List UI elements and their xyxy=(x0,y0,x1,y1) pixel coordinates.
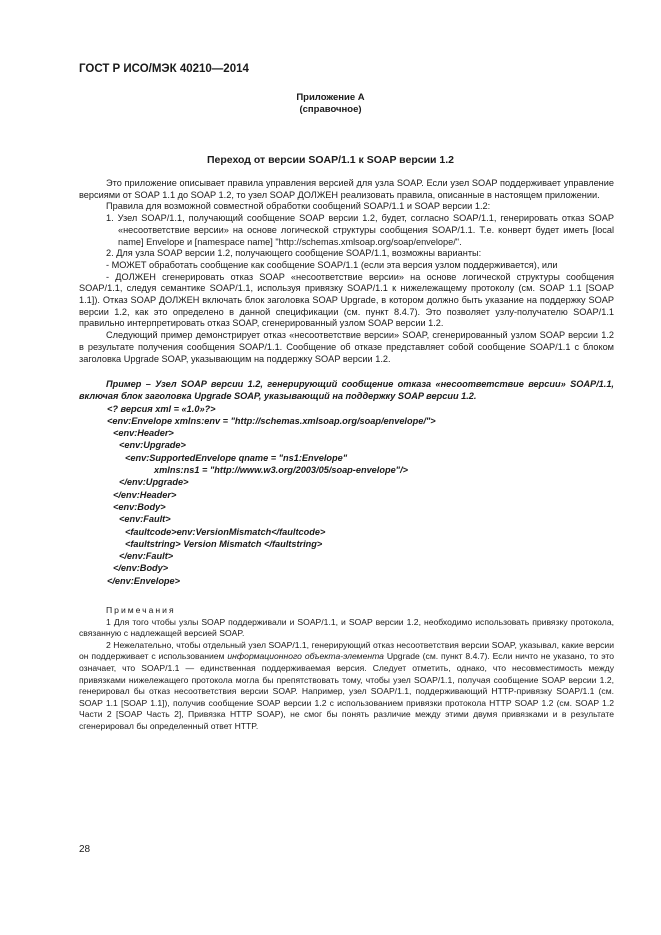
code-line: <env:Header> xyxy=(113,428,174,438)
note-text: Upgrade (см. пункт 8.4.7). Если ничто не указано, то это означает, что SOAP/1.1 — единственная поддерживаемая версия. Следует отметить, однако, что несовместимость между привязками нижележащего протокола могла бы препятствовать тому, чтобы узел SOAP/1.1, получая сообщение SOAP версии 1.2, генерировал бы отказ несоответствия версии SOAP. Например, узел SOAP/1.1, поддерживающий HTTP-привязку SOAP/1.1 (см. SOAP 1.1 [SOAP 1.1]), получив сообщение SOAP версии 1.2 с использованием привязки протокола HTTP SOAP 1.2 (см. SOAP 1.2 Части 2 [SOAP Часть 2], Привязка HTTP SOAP), не смог бы понять различие между этими двумя привязками и в результате сгенерировал бы определенный ответ HTTP. xyxy=(79,651,615,731)
notes-heading: Примечания xyxy=(106,605,176,615)
note-item: 1 Для того чтобы узлы SOAP поддерживали и SOAP/1.1, и SOAP версии 1.2, необходимо использовать привязку протокола, связанную с надлежащей версией SOAP. xyxy=(79,616,614,639)
code-line: </env:Body> xyxy=(113,563,169,573)
paragraph: Правила для возможной совместной обработки сообщений SOAP/1.1 и SOAP версии 1.2: xyxy=(106,201,491,212)
appendix-subtitle: (справочное) xyxy=(299,104,362,115)
list-item: - ДОЛЖЕН сгенерировать отказ SOAP «несоответствие версии» на основе логической структуры сообщения SOAP/1.1, следуя семантике SOAP/1.1, используя привязку SOAP/1.1 к нижележащему протоколу (см. SOAP 1.1 [SOAP 1.1]). Отказ SOAP ДОЛЖЕН включать блок заголовка SOAP Upgrade, в котором должно быть указание на поддержку SOAP версии 1.2, как это определено в данной спецификации (см. пункт 8.4.7). Это позволяет узлу-получателю SOAP/1.1 правильно интерпретировать отказ SOAP, сгенерированный узлом SOAP версии 1.2. xyxy=(79,271,614,329)
code-line: </env:Header> xyxy=(113,490,177,500)
paragraph: Это приложение описывает правила управления версией для узла SOAP. Если узел SOAP поддерживает управление версиями от SOAP 1.1 до SOAP 1.2, то узел SOAP ДОЛЖЕН реализовать правила, описанные в настоящем приложении. xyxy=(79,178,614,200)
section-title: Переход от версии SOAP/1.1 к SOAP версии 1.2 xyxy=(206,154,455,166)
code-line: <env:SupportedEnvelope qname = "ns1:Envelope" xyxy=(125,453,348,463)
list-item: 1. Узел SOAP/1.1, получающий сообщение SOAP версии 1.2, будет, согласно SOAP/1.1, генерировать отказ SOAP «несоответствие версии» на основе логической структуры сообщения SOAP/1.1. Т.е. конверт будет иметь [local name] Envelope и [namespace name] "http://schemas.xmlsoap.org/soap/envelope/". xyxy=(106,213,614,247)
document-header: ГОСТ Р ИСО/МЭК 40210—2014 xyxy=(79,63,249,75)
page-number: 28 xyxy=(79,844,91,855)
code-line: <faultstring> Version Mismatch </faultstring> xyxy=(125,539,323,549)
code-line: <env:Fault> xyxy=(119,514,171,524)
paragraph: Следующий пример демонстрирует отказ «несоответствие версии» SOAP, сгенерированный узлом SOAP версии 1.2 в результате получения сообщения SOAP/1.1. Сообщение об отказе представляет собой сообщение SOAP/1.1 с блоком заголовка Upgrade SOAP, указывающим на поддержку SOAP версии 1.2. xyxy=(79,330,614,364)
code-line: </env:Upgrade> xyxy=(119,477,189,487)
appendix-title: Приложение А xyxy=(296,92,365,103)
code-line: </env:Fault> xyxy=(119,551,174,561)
list-item: 2. Для узла SOAP версии 1.2, получающего сообщение SOAP/1.1, возможны варианты: xyxy=(106,248,482,259)
notes-section xyxy=(79,605,614,733)
code-line: </env:Envelope> xyxy=(107,576,181,586)
code-line: <env:Upgrade> xyxy=(119,440,186,450)
example-caption xyxy=(79,379,614,402)
code-line: xmlns:ns1 = "http://www.w3.org/2003/05/soap-envelope"/> xyxy=(154,465,408,475)
note-text: 2 Нежелательно, чтобы отдельный узел SOAP/1.1, генерирующий отказ несоответствия версии SOAP, указывал, какие версии он поддерживает с использованием xyxy=(79,639,614,662)
code-line: <faultcode>env:VersionMismatch</faultcode> xyxy=(125,527,326,537)
code-line: <env:Body> xyxy=(113,502,166,512)
body-text xyxy=(79,178,614,365)
note-emphasis: информационного объекта-элемента xyxy=(227,651,384,662)
code-line: <env:Envelope xmlns:env = "http://schemas.xmlsoap.org/soap/envelope/"> xyxy=(107,416,436,426)
note-item xyxy=(79,640,614,733)
example-caption-text: Пример – Узел SOAP версии 1.2, генерирующий сообщение отказа «несоответствие версии» SOAP/1.1, включая блок заголовка Upgrade SOAP, указывающий на поддержку SOAP версии 1.2. xyxy=(79,379,614,401)
list-item: - МОЖЕТ обработать сообщение как сообщение SOAP/1.1 (если эта версия узлом поддерживается), или xyxy=(106,259,558,270)
code-line: <? версия xml = «1.0»?> xyxy=(107,404,216,414)
